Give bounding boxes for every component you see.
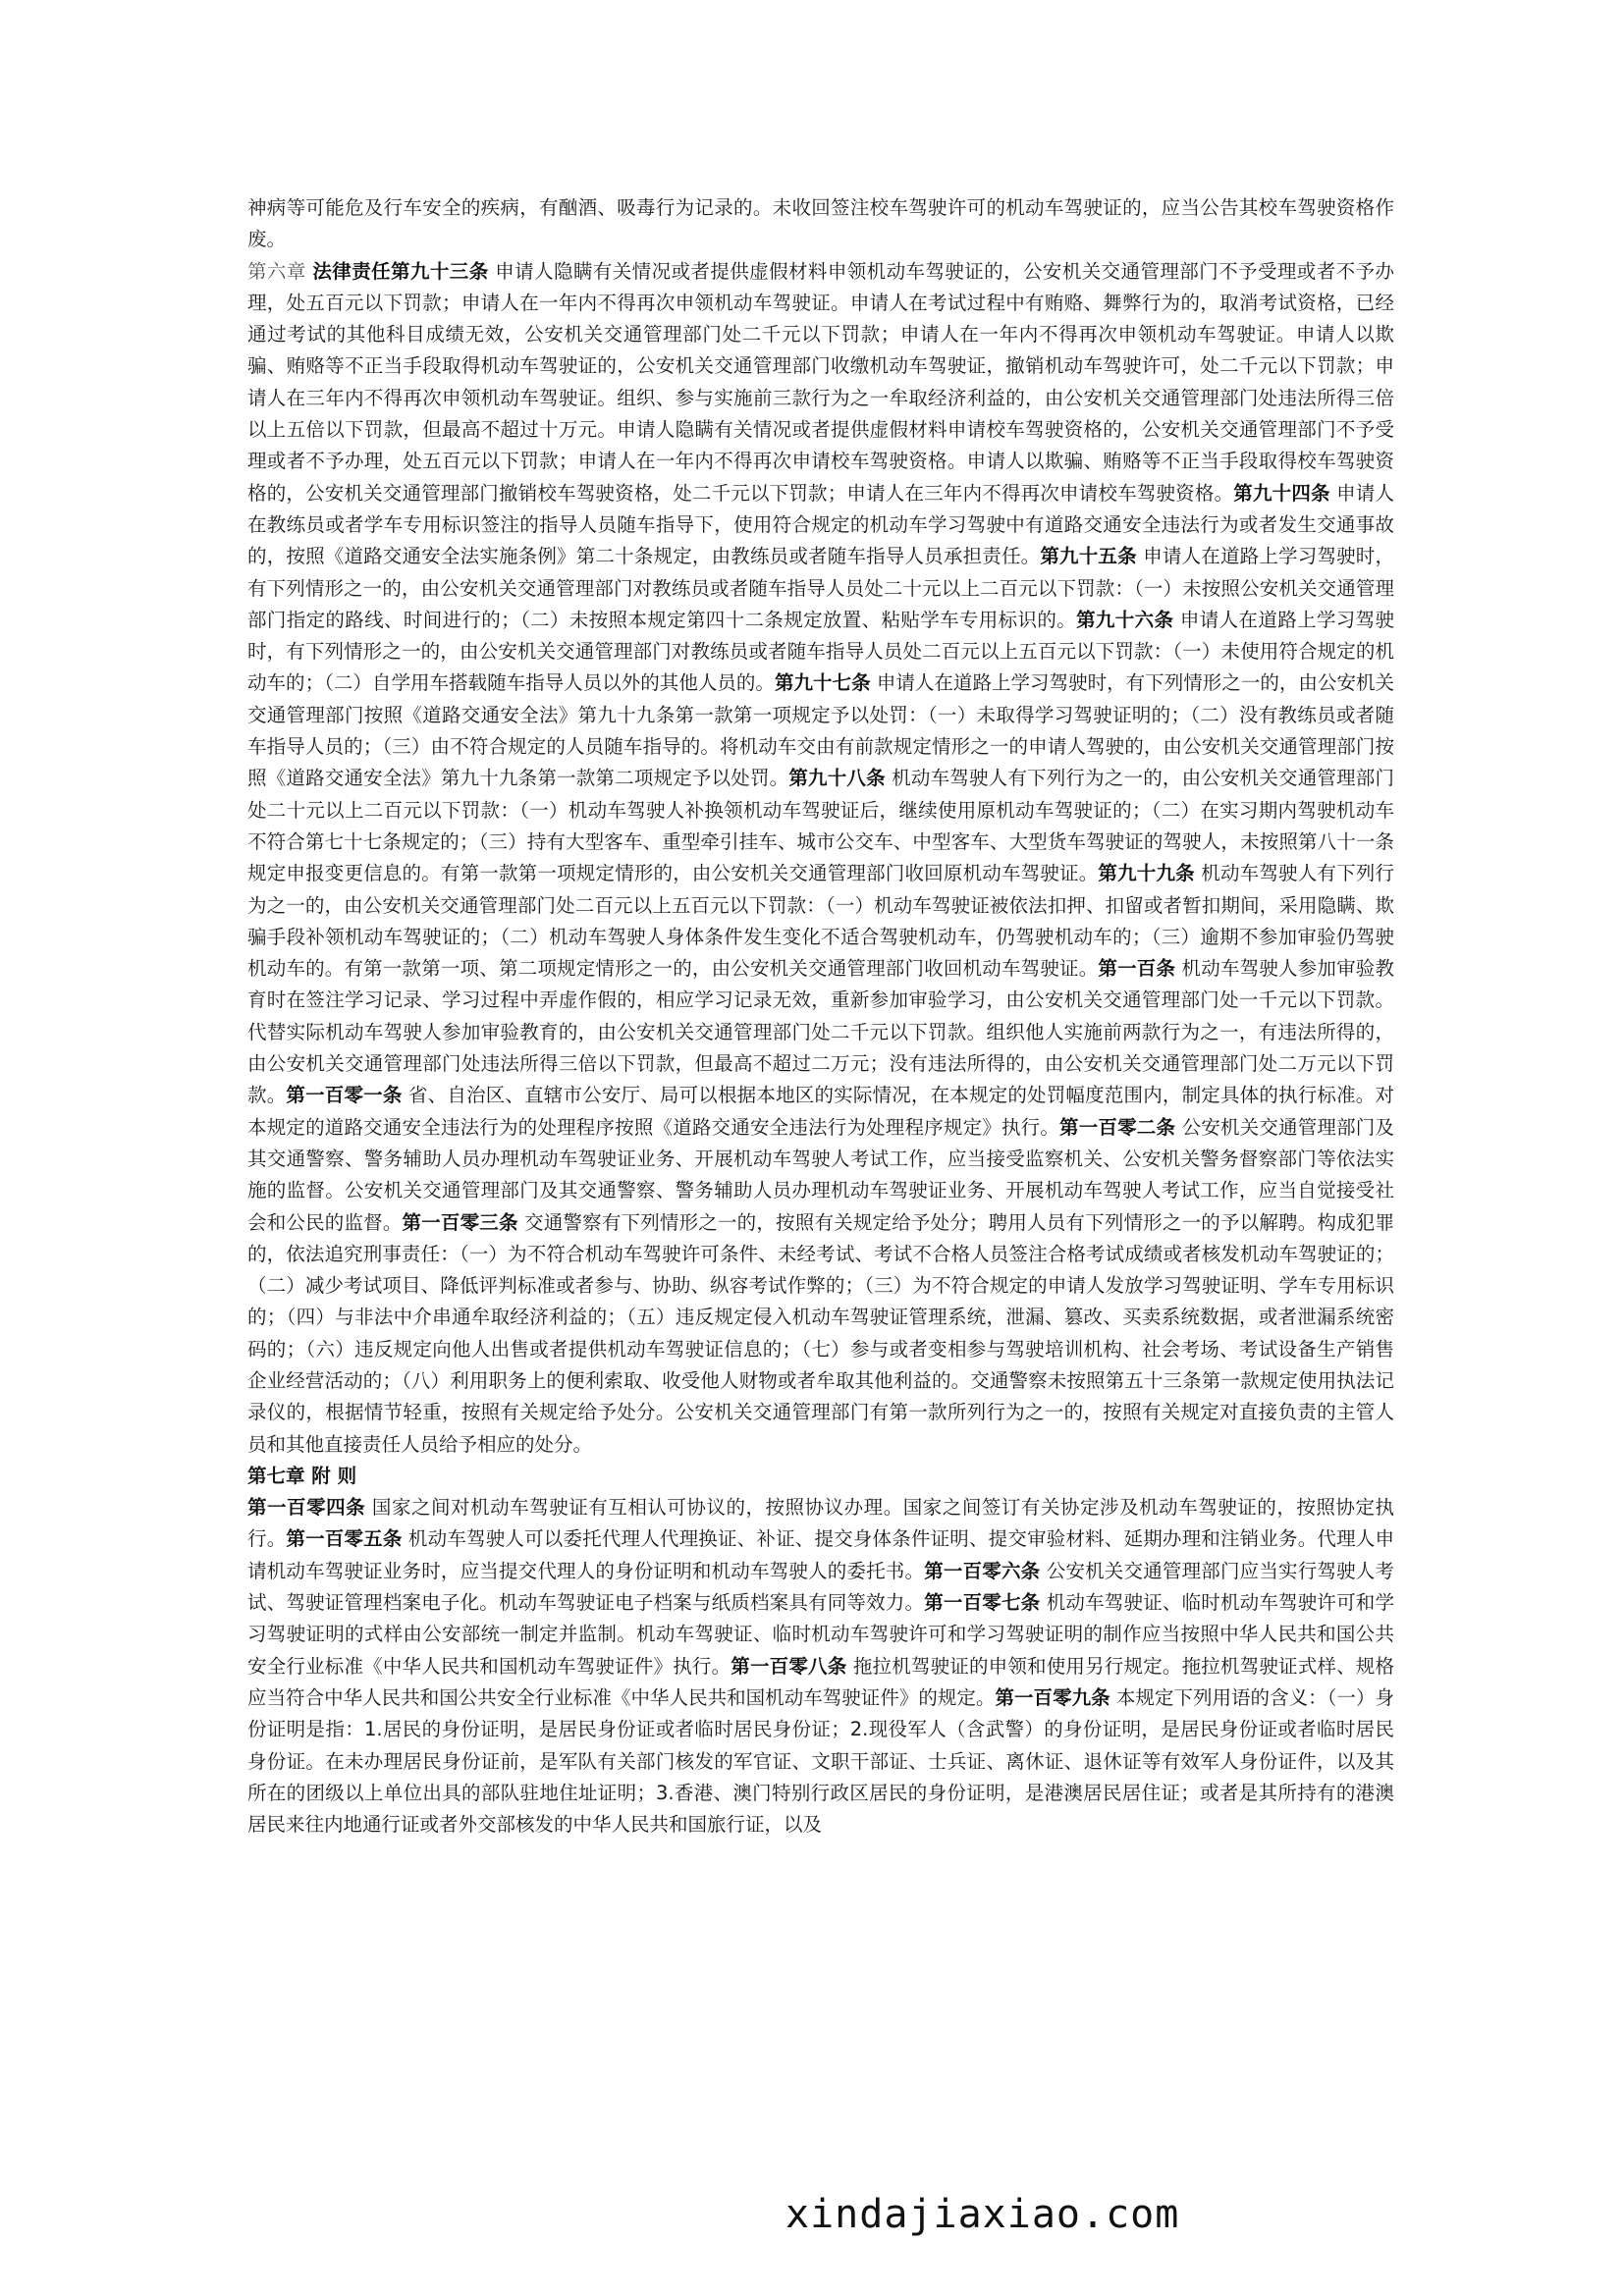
body-text: 申请人在教练员或者学车专用标识签注的指导人员随车指导下，使用符合规定的机动车学习驾驶中有道路交通安全违法行为或者发生交通事故的，按照《道路交通安全法实施条例》第二十条规定，由教练员或者随车指导人员承担责任。: [247, 481, 1394, 568]
body-text: 交通警察有下列情形之一的，按照有关规定给予处分；聘用人员有下列情形之一的予以解聘。构成犯罪的，依法追究刑事责任：（一）为不符合机动车驾驶许可条件、未经考试、考试不合格人员签注合格考试成绩或者核发机动车驾驶证的；（二）减少考试项目、降低评判标准或者参与、协助、纵容考试作弊的；（三）为不符合规定的申请人发放学习驾驶证明、学车专用标识的；（四）与非法中介串通牟取经济利益的；（五）违反规定侵入机动车驾驶证管理系统，泄漏、篡改、买卖系统数据，或者泄漏系统密码的；（六）违反规定向他人出售或者提供机动车驾驶证信息的；（七）参与或者变相参与驾驶培训机构、社会考场、考试设备生产销售企业经营活动的；（八）利用职务上的便利索取、收受他人财物或者牟取其他利益的。交通警察未按照第五十三条第一款规定使用执法记录仪的，根据情节轻重，按照有关规定给予处分。公安机关交通管理部门有第一款所列行为之一的，按照有关规定对直接负责的主管人员和其他直接责任人员给予相应的处分。: [247, 1210, 1394, 1456]
article-heading: 第一百零九条: [995, 1685, 1110, 1709]
body-text: 机动车驾驶人有下列行为之一的，由公安机关交通管理部门处二十元以上二百元以下罚款：（一）机动车驾驶人补换领机动车驾驶证后，继续使用原机动车驾驶证的；（二）在实习期内驾驶机动车不符合第七十七条规定的；（三）持有大型客车、重型牵引挂车、城市公交车、中型客车、大型货车驾驶证的驾驶人，未按照第八十一条规定申报变更信息的。有第一款第一项规定情形的，由公安机关交通管理部门收回原机动车驾驶证。: [247, 767, 1394, 885]
body-text: 申请人在道路上学习驾驶时，有下列情形之一的，由公安机关交通管理部门按照《道路交通安全法》第九十九条第一款第一项规定予以处罚：（一）未取得学习驾驶证明的；（二）没有教练员或者随车指导人员的；（三）由不符合规定的人员随车指导的。将机动车交由有前款规定情形之一的申请人驾驶的，由公安机关交通管理部门按照《道路交通安全法》第九十九条第一款第二项规定予以处罚。: [247, 671, 1394, 790]
article-heading: 第九十六条: [1076, 608, 1174, 631]
article-heading: 第九十五条: [1040, 545, 1137, 568]
article-heading: 第七章 附 则: [247, 1464, 357, 1487]
article-heading: 第一百零五条: [286, 1527, 403, 1551]
article-heading: 第九十四条: [1233, 481, 1330, 505]
document-page: [247, 192, 1394, 2126]
body-text: 公安机关交通管理部门应当实行驾驶人考试、驾驶证管理档案电子化。机动车驾驶证电子档案与纸质档案具有同等效力。: [247, 1559, 1394, 1615]
article-heading: 第一百零八条: [731, 1654, 847, 1678]
site-watermark: xindajiaxiao.com: [785, 2192, 1180, 2237]
article-heading: 法律责任第九十三条: [312, 259, 489, 283]
paragraph: [247, 192, 1394, 256]
body-text: 申请人在道路上学习驾驶时，有下列情形之一的，由公安机关交通管理部门对教练员或者随车指导人员处二十元以上二百元以下罚款：（一）未按照公安机关交通管理部门指定的路线、时间进行的；（二）未按照本规定第四十二条规定放置、粘贴学车专用标识的。: [247, 545, 1394, 631]
body-text: 申请人在道路上学习驾驶时，有下列情形之一的，由公安机关交通管理部门对教练员或者随车指导人员处二百元以上五百元以下罚款：（一）未使用符合规定的机动车的；（二）自学用车搭载随车指导人员以外的其他人员的。: [247, 608, 1394, 695]
article-heading: 第一百零六条: [924, 1559, 1041, 1582]
body-text: 本规定下列用语的含义：（一）身份证明是指：1.居民的身份证明，是居民身份证或者临时居民身份证；2.现役军人（含武警）的身份证明，是居民身份证或者临时居民身份证。在未办理居民身份证前，是军队有关部门核发的军官证、文职干部证、士兵证、离休证、退休证等有效军人身份证件，以及其所在的团级以上单位出具的部队驻地住址证明；3.香港、澳门特别行政区居民的身份证明，是港澳居民居住证；或者是其所持有的港澳居民来往内地通行证或者外交部核发的中华人民共和国旅行证，以及: [247, 1685, 1394, 1837]
body-text: 机动车驾驶人可以委托代理人代理换证、补证、提交身体条件证明、提交审验材料、延期办理和注销业务。代理人申请机动车驾驶证业务时，应当提交代理人的身份证明和机动车驾驶人的委托书。: [247, 1527, 1394, 1582]
article-heading: 第九十七条: [774, 671, 871, 695]
body-text: 神病等可能危及行车安全的疾病，有酗酒、吸毒行为记录的。未收回签注校车驾驶许可的机动车驾驶证的，应当公告其校车驾驶资格作废。: [247, 196, 1394, 251]
body-text: 机动车驾驶证、临时机动车驾驶许可和学习驾驶证明的式样由公安部统一制定并监制。机动车驾驶证、临时机动车驾驶许可和学习驾驶证明的制作应当按照中华人民共和国公共安全行业标准《中华人民共和国机动车驾驶证件》执行。: [247, 1591, 1394, 1678]
article-heading: 第一百零三条: [402, 1210, 518, 1234]
paragraph: [247, 256, 1394, 1461]
paragraph: [247, 1492, 1394, 1841]
article-heading: 第一百零二条: [1059, 1115, 1176, 1139]
article-heading: 第一百零一条: [286, 1084, 403, 1107]
body-text: 国家之间对机动车驾驶证有互相认可协议的，按照协议办理。国家之间签订有关协定涉及机动车驾驶证的，按照协定执行。: [247, 1496, 1394, 1551]
body-text: 公安机关交通管理部门及其交通警察、警务辅助人员办理机动车驾驶证业务、开展机动车驾驶人考试工作，应当接受监察机关、公安机关警务督察部门等依法实施的监督。公安机关交通管理部门及其交通警察、警务辅助人员办理机动车驾驶证业务、开展机动车驾驶人考试工作，应当自觉接受社会和公民的监督。: [247, 1115, 1394, 1234]
body-text: 拖拉机驾驶证的申领和使用另行规定。拖拉机驾驶证式样、规格应当符合中华人民共和国公共安全行业标准《中华人民共和国机动车驾驶证件》的规定。: [247, 1654, 1394, 1709]
article-heading: 第一百零七条: [924, 1591, 1041, 1615]
chapter-label: 第六章: [247, 259, 306, 283]
paragraph: [247, 1461, 1394, 1492]
body-text: 机动车驾驶人参加审验教育时在签注学习记录、学习过程中弄虚作假的，相应学习记录无效，重新参加审验学习，由公安机关交通管理部门处一千元以下罚款。代替实际机动车驾驶人参加审验教育的，由公安机关交通管理部门处二千元以下罚款。组织他人实施前两款行为之一，有违法所得的，由公安机关交通管理部门处违法所得三倍以下罚款，但最高不超过二万元；没有违法所得的，由公安机关交通管理部门处二万元以下罚款。: [247, 957, 1394, 1107]
body-text: 申请人隐瞒有关情况或者提供虚假材料申领机动车驾驶证的，公安机关交通管理部门不予受理或者不予办理，处五百元以下罚款；申请人在一年内不得再次申领机动车驾驶证。申请人在考试过程中有贿赂、舞弊行为的，取消考试资格，已经通过考试的其他科目成绩无效，公安机关交通管理部门处二千元以下罚款；申请人在一年内不得再次申领机动车驾驶证。申请人以欺骗、贿赂等不正当手段取得机动车驾驶证的，公安机关交通管理部门收缴机动车驾驶证，撤销机动车驾驶许可，处二千元以下罚款；申请人在三年内不得再次申领机动车驾驶证。组织、参与实施前三款行为之一牟取经济利益的，由公安机关交通管理部门处违法所得三倍以上五倍以下罚款，但最高不超过十万元。申请人隐瞒有关情况或者提供虚假材料申请校车驾驶资格的，公安机关交通管理部门不予受理或者不予办理，处五百元以下罚款；申请人在一年内不得再次申请校车驾驶资格。申请人以欺骗、贿赂等不正当手段取得校车驾驶资格的，公安机关交通管理部门撤销校车驾驶资格，处二千元以下罚款；申请人在三年内不得再次申请校车驾驶资格。: [247, 259, 1394, 505]
article-heading: 第九十九条: [1098, 862, 1195, 885]
article-heading: 第一百条: [1098, 957, 1176, 981]
body-text: 机动车驾驶人有下列行为之一的，由公安机关交通管理部门处二百元以上五百元以下罚款：（一）机动车驾驶证被依法扣押、扣留或者暂扣期间，采用隐瞒、欺骗手段补领机动车驾驶证的；（二）机动车驾驶人身体条件发生变化不适合驾驶机动车，仍驾驶机动车的；（三）逾期不参加审验仍驾驶机动车的。有第一款第一项、第二项规定情形之一的，由公安机关交通管理部门收回机动车驾驶证。: [247, 862, 1394, 981]
article-heading: 第一百零四条: [247, 1496, 366, 1520]
article-heading: 第九十八条: [788, 767, 886, 790]
document-body: [247, 192, 1394, 1841]
body-text: 省、自治区、直辖市公安厅、局可以根据本地区的实际情况，在本规定的处罚幅度范围内，制定具体的执行标准。对本规定的道路交通安全违法行为的处理程序按照《道路交通安全违法行为处理程序规定》执行。: [247, 1084, 1394, 1139]
